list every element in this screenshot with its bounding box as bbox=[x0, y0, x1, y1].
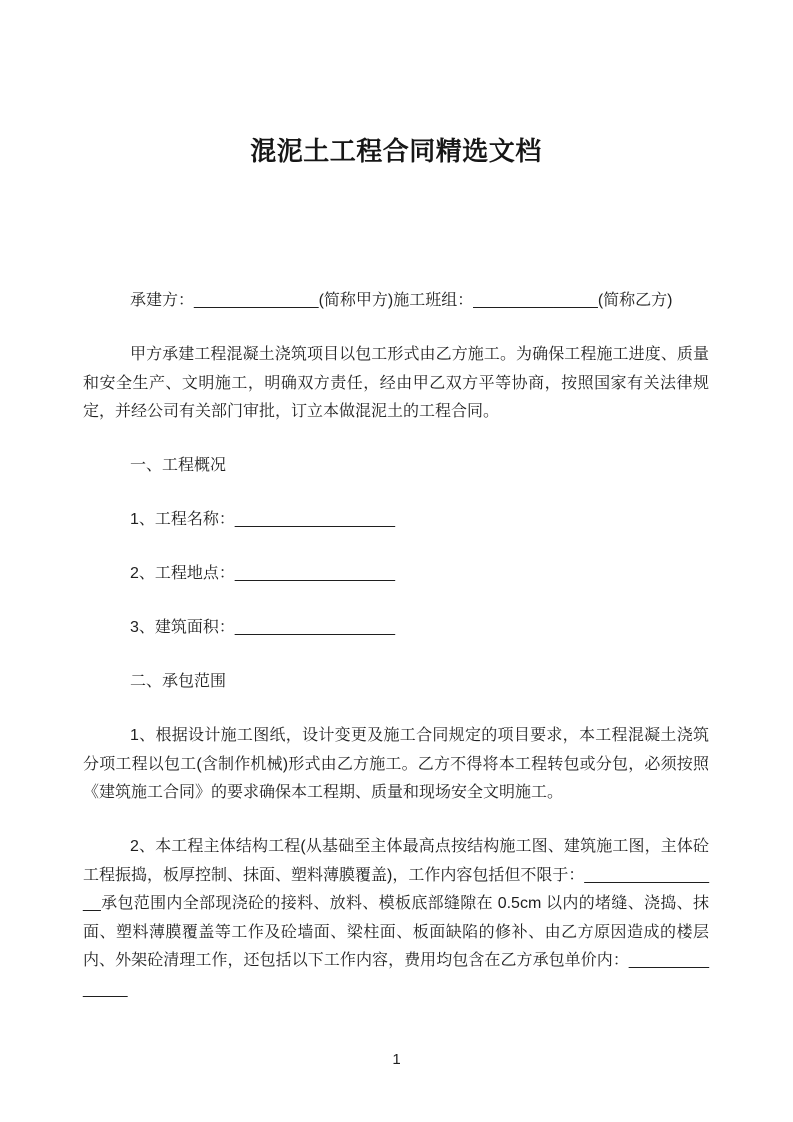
document-title: 混泥土工程合同精选文档 bbox=[250, 136, 542, 166]
scope-clause-1: 1、根据设计施工图纸，设计变更及施工合同规定的项目要求，本工程混凝土浇筑分项工程以包工(含制作机械)形式由乙方施工。乙方不得将本工程转包或分包，必须按照《建筑施工合同》的要求确保本工程期、质量和现场安全文明施工。 bbox=[83, 727, 709, 801]
section-heading-overview: 一、工程概况 bbox=[130, 457, 227, 474]
overview-item-project-name: 1、工程名称：__________________ bbox=[130, 511, 396, 528]
preamble-paragraph: 甲方承建工程混凝土浇筑项目以包工形式由乙方施工。为确保工程施工进度、质量和安全生产、文明施工，明确双方责任，经由甲乙双方平等协商，按照国家有关法律规定，并经公司有关部门审批，订立本做混泥土的工程合同。 bbox=[83, 346, 709, 420]
scope-clause-2: 2、本工程主体结构工程(从基础至主体最高点按结构施工图、建筑施工图，主体砼工程振捣，板厚控制、抹面、塑料薄膜覆盖)，工作内容包括但不限于：________________承包范围内全部现浇砼的接料、放料、模板底部缝隙在 0.5cm 以内的堵缝、浇捣、抹面、塑料薄膜覆盖等工作及砼墙面、梁柱面、板面缺陷的修补、由乙方原因造成的楼层内、外架砼清理工作，还包括以下工作内容，费用均包含在乙方承包单价内：______________ bbox=[83, 838, 709, 998]
overview-item-building-area: 3、建筑面积：__________________ bbox=[130, 619, 396, 636]
section-heading-scope: 二、承包范围 bbox=[130, 673, 227, 690]
page-number: 1 bbox=[392, 1051, 401, 1068]
parties-line: 承建方：______________(简称甲方)施工班组：______________(简称乙方) bbox=[130, 292, 673, 309]
overview-item-project-location: 2、工程地点：__________________ bbox=[130, 565, 396, 582]
